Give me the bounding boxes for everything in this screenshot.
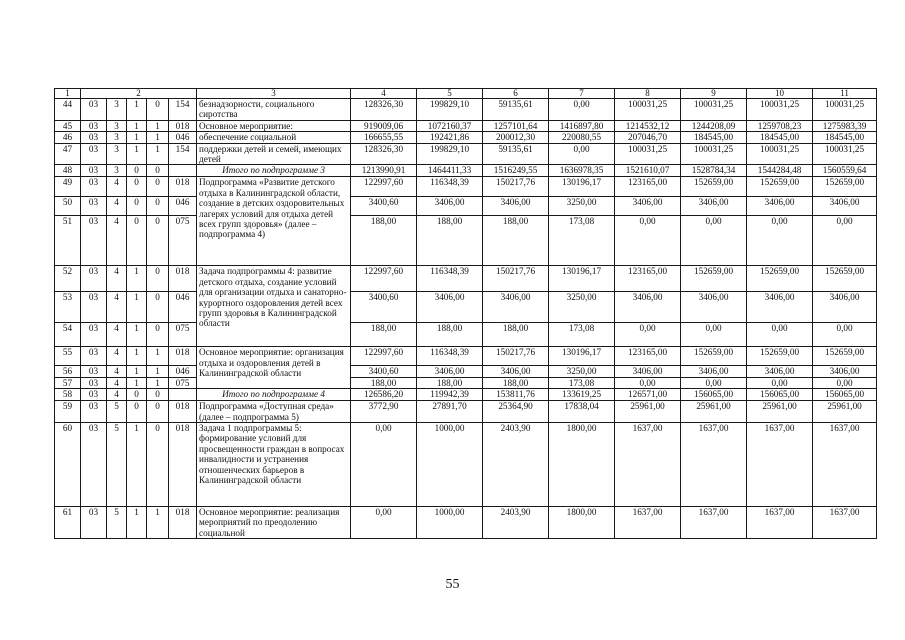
code-cell: 0 <box>147 177 169 197</box>
value-cell: 3406,00 <box>681 197 747 216</box>
value-cell: 3250,00 <box>549 197 615 216</box>
value-cell: 0,00 <box>351 423 417 507</box>
header-cell: 8 <box>615 89 681 99</box>
value-cell: 0,00 <box>615 377 681 388</box>
value-cell: 0,00 <box>549 143 615 165</box>
value-cell: 100031,25 <box>813 99 877 121</box>
value-cell: 128326,30 <box>351 143 417 165</box>
value-cell: 192421,86 <box>417 132 483 143</box>
table-row <box>55 120 877 131</box>
code-cell: 03 <box>81 366 107 377</box>
value-cell: 3406,00 <box>813 366 877 377</box>
value-cell: 3406,00 <box>483 366 549 377</box>
description-cell: обеспечение социальной <box>197 132 351 143</box>
code-cell: 0 <box>127 401 147 423</box>
code-cell: 018 <box>169 423 197 507</box>
table-row <box>55 423 877 507</box>
description-cell: Подпрограмма «Доступная среда» (далее – подпрограмма 5) <box>197 401 351 423</box>
code-cell: 154 <box>169 143 197 165</box>
code-cell: 03 <box>81 99 107 121</box>
code-cell: 4 <box>107 366 127 377</box>
description-cell: Задача подпрограммы 4: развитие детского отдыха, создание условий для организации отдыха и санаторно-курортного оздоровления детей всех групп здоровья в Калининградской области <box>197 266 351 347</box>
value-cell: 150217,76 <box>483 347 549 366</box>
value-cell: 100031,25 <box>615 143 681 165</box>
description-cell: Задача 1 подпрограммы 5: формирование условий для просвещенности граждан в вопросах инвалидности и устранения отношенческих барьеров в Калининградской области <box>197 423 351 507</box>
code-cell: 1 <box>127 120 147 131</box>
value-cell: 3406,00 <box>813 197 877 216</box>
code-cell: 0 <box>147 292 169 323</box>
code-cell: 5 <box>107 507 127 539</box>
code-cell: 3 <box>107 143 127 165</box>
value-cell: 173,08 <box>549 377 615 388</box>
table-row <box>55 165 877 177</box>
description-cell: безнадзорности, социального сиротства <box>197 99 351 121</box>
header-cell: 7 <box>549 89 615 99</box>
value-cell: 0,00 <box>681 216 747 266</box>
value-cell: 3406,00 <box>417 366 483 377</box>
value-cell: 3406,00 <box>615 366 681 377</box>
header-cell: 11 <box>813 89 877 99</box>
value-cell: 0,00 <box>813 377 877 388</box>
code-cell: 5 <box>107 401 127 423</box>
code-cell: 4 <box>107 177 127 197</box>
code-cell: 0 <box>147 323 169 347</box>
value-cell: 27891,70 <box>417 401 483 423</box>
header-cell: 9 <box>681 89 747 99</box>
value-cell: 25961,00 <box>615 401 681 423</box>
code-cell: 1 <box>147 120 169 131</box>
value-cell: 123165,00 <box>615 347 681 366</box>
header-cell: 2 <box>81 89 197 99</box>
code-cell: 0 <box>147 197 169 216</box>
value-cell: 130196,17 <box>549 266 615 292</box>
code-cell: 03 <box>81 132 107 143</box>
table-row <box>55 507 877 539</box>
value-cell: 3406,00 <box>417 292 483 323</box>
value-cell: 130196,17 <box>549 177 615 197</box>
value-cell: 3250,00 <box>549 366 615 377</box>
table-row <box>55 132 877 143</box>
code-cell: 1 <box>127 132 147 143</box>
budget-table <box>54 88 877 539</box>
value-cell: 184545,00 <box>813 132 877 143</box>
value-cell: 152659,00 <box>813 177 877 197</box>
code-cell: 018 <box>169 347 197 366</box>
value-cell: 0,00 <box>681 377 747 388</box>
row-number: 49 <box>55 177 81 197</box>
code-cell: 03 <box>81 165 107 177</box>
page-number: 55 <box>445 577 460 592</box>
table-row <box>55 143 877 165</box>
value-cell: 1560559,64 <box>813 165 877 177</box>
value-cell: 3406,00 <box>417 197 483 216</box>
value-cell: 3406,00 <box>747 292 813 323</box>
value-cell: 152659,00 <box>681 266 747 292</box>
value-cell: 1213990,91 <box>351 165 417 177</box>
table-row <box>55 266 877 292</box>
value-cell: 3406,00 <box>483 197 549 216</box>
value-cell: 200012,30 <box>483 132 549 143</box>
value-cell: 3406,00 <box>681 292 747 323</box>
code-cell: 1 <box>127 347 147 366</box>
table-row <box>55 366 877 377</box>
header-cell: 3 <box>197 89 351 99</box>
table-row <box>55 216 877 266</box>
row-number: 60 <box>55 423 81 507</box>
code-cell: 1 <box>127 366 147 377</box>
header-cell: 1 <box>55 89 81 99</box>
code-cell: 5 <box>107 423 127 507</box>
value-cell: 116348,39 <box>417 347 483 366</box>
value-cell: 0,00 <box>813 323 877 347</box>
value-cell: 100031,25 <box>615 99 681 121</box>
header-row <box>55 89 877 99</box>
code-cell: 03 <box>81 401 107 423</box>
value-cell: 3772,90 <box>351 401 417 423</box>
value-cell: 188,00 <box>351 323 417 347</box>
value-cell: 173,08 <box>549 323 615 347</box>
value-cell: 152659,00 <box>747 177 813 197</box>
code-cell: 03 <box>81 266 107 292</box>
code-cell: 03 <box>81 507 107 539</box>
code-cell: 03 <box>81 377 107 388</box>
value-cell: 188,00 <box>351 377 417 388</box>
code-cell: 154 <box>169 99 197 121</box>
value-cell: 116348,39 <box>417 177 483 197</box>
description-cell: Подпрограмма «Развитие детского отдыха в Калининградской области, создание в детских оздоровительных лагерях условий для отдыха детей всех групп здоровья» (далее – подпрограмма 4) <box>197 177 351 266</box>
row-number: 45 <box>55 120 81 131</box>
value-cell: 1637,00 <box>681 507 747 539</box>
value-cell: 3406,00 <box>681 366 747 377</box>
code-cell: 0 <box>127 389 147 401</box>
code-cell: 1 <box>127 423 147 507</box>
value-cell: 1521610,07 <box>615 165 681 177</box>
description-cell: Основное мероприятие: реализация мероприятий по преодолению социальной <box>197 507 351 539</box>
value-cell: 126571,00 <box>615 389 681 401</box>
table-row <box>55 347 877 366</box>
code-cell: 075 <box>169 216 197 266</box>
value-cell: 1244208,09 <box>681 120 747 131</box>
value-cell: 156065,00 <box>813 389 877 401</box>
value-cell: 188,00 <box>351 216 417 266</box>
row-number: 61 <box>55 507 81 539</box>
code-cell: 046 <box>169 292 197 323</box>
code-cell: 03 <box>81 347 107 366</box>
value-cell: 1544284,48 <box>747 165 813 177</box>
table-row <box>55 197 877 216</box>
value-cell: 3406,00 <box>747 366 813 377</box>
value-cell: 0,00 <box>747 323 813 347</box>
code-cell: 4 <box>107 377 127 388</box>
value-cell: 100031,25 <box>813 143 877 165</box>
code-cell: 3 <box>107 99 127 121</box>
value-cell: 1000,00 <box>417 507 483 539</box>
code-cell: 4 <box>107 216 127 266</box>
code-cell: 018 <box>169 507 197 539</box>
row-number: 56 <box>55 366 81 377</box>
code-cell: 03 <box>81 197 107 216</box>
value-cell: 1637,00 <box>747 423 813 507</box>
value-cell: 1257101,64 <box>483 120 549 131</box>
value-cell: 116348,39 <box>417 266 483 292</box>
code-cell: 018 <box>169 401 197 423</box>
code-cell: 1 <box>127 143 147 165</box>
code-cell: 03 <box>81 120 107 131</box>
code-cell: 0 <box>147 99 169 121</box>
code-cell: 03 <box>81 423 107 507</box>
value-cell: 152659,00 <box>681 347 747 366</box>
code-cell: 3 <box>107 165 127 177</box>
code-cell: 1 <box>127 292 147 323</box>
value-cell: 3400,60 <box>351 197 417 216</box>
value-cell: 152659,00 <box>747 266 813 292</box>
row-number: 51 <box>55 216 81 266</box>
value-cell: 130196,17 <box>549 347 615 366</box>
value-cell: 25364,90 <box>483 401 549 423</box>
value-cell: 1528784,34 <box>681 165 747 177</box>
value-cell: 3406,00 <box>615 292 681 323</box>
value-cell: 1275983,39 <box>813 120 877 131</box>
row-number: 44 <box>55 99 81 121</box>
code-cell: 0 <box>147 216 169 266</box>
value-cell: 152659,00 <box>747 347 813 366</box>
code-cell: 046 <box>169 366 197 377</box>
value-cell: 25961,00 <box>747 401 813 423</box>
header-cell: 6 <box>483 89 549 99</box>
value-cell: 199829,10 <box>417 99 483 121</box>
code-cell: 03 <box>81 216 107 266</box>
row-number: 57 <box>55 377 81 388</box>
value-cell: 25961,00 <box>681 401 747 423</box>
value-cell: 220080,55 <box>549 132 615 143</box>
value-cell: 173,08 <box>549 216 615 266</box>
row-number: 55 <box>55 347 81 366</box>
code-cell: 018 <box>169 120 197 131</box>
value-cell: 3406,00 <box>747 197 813 216</box>
value-cell: 1800,00 <box>549 423 615 507</box>
code-cell: 4 <box>107 347 127 366</box>
value-cell: 3400,60 <box>351 292 417 323</box>
code-cell: 4 <box>107 323 127 347</box>
value-cell: 17838,04 <box>549 401 615 423</box>
table-row <box>55 401 877 423</box>
table-row <box>55 292 877 323</box>
value-cell: 0,00 <box>747 377 813 388</box>
code-cell: 075 <box>169 377 197 388</box>
value-cell: 0,00 <box>681 323 747 347</box>
code-cell: 046 <box>169 197 197 216</box>
code-cell: 3 <box>107 120 127 131</box>
value-cell: 150217,76 <box>483 266 549 292</box>
value-cell: 153811,76 <box>483 389 549 401</box>
code-cell: 0 <box>147 165 169 177</box>
value-cell: 1800,00 <box>549 507 615 539</box>
row-number: 58 <box>55 389 81 401</box>
description-cell: Итого по подпрограмме 3 <box>197 165 351 177</box>
value-cell: 152659,00 <box>813 266 877 292</box>
value-cell: 3400,60 <box>351 366 417 377</box>
value-cell: 122997,60 <box>351 266 417 292</box>
table-row <box>55 177 877 197</box>
value-cell: 1072160,37 <box>417 120 483 131</box>
code-cell: 0 <box>127 165 147 177</box>
code-cell: 0 <box>147 423 169 507</box>
description-cell: Основное мероприятие: организация отдыха и оздоровления детей в Калининградской области <box>197 347 351 389</box>
code-cell: 075 <box>169 323 197 347</box>
value-cell: 199829,10 <box>417 143 483 165</box>
value-cell: 1259708,23 <box>747 120 813 131</box>
value-cell: 207046,70 <box>615 132 681 143</box>
value-cell: 1637,00 <box>681 423 747 507</box>
header-cell: 4 <box>351 89 417 99</box>
row-number: 54 <box>55 323 81 347</box>
value-cell: 0,00 <box>549 99 615 121</box>
value-cell: 156065,00 <box>681 389 747 401</box>
value-cell: 1637,00 <box>615 423 681 507</box>
value-cell: 100031,25 <box>747 143 813 165</box>
value-cell: 119942,39 <box>417 389 483 401</box>
code-cell: 0 <box>127 197 147 216</box>
value-cell: 3406,00 <box>615 197 681 216</box>
value-cell: 126586,20 <box>351 389 417 401</box>
value-cell: 188,00 <box>417 377 483 388</box>
value-cell: 184545,00 <box>747 132 813 143</box>
value-cell: 1464411,33 <box>417 165 483 177</box>
value-cell: 1636978,35 <box>549 165 615 177</box>
code-cell: 018 <box>169 266 197 292</box>
code-cell: 1 <box>147 377 169 388</box>
code-cell: 0 <box>127 177 147 197</box>
code-cell: 4 <box>107 389 127 401</box>
code-cell: 3 <box>107 132 127 143</box>
code-cell: 03 <box>81 177 107 197</box>
value-cell: 3406,00 <box>483 292 549 323</box>
value-cell: 2403,90 <box>483 507 549 539</box>
description-cell: Основное мероприятие: <box>197 120 351 131</box>
header-cell: 10 <box>747 89 813 99</box>
description-cell: поддержки детей и семей, имеющих детей <box>197 143 351 165</box>
code-cell: 0 <box>147 401 169 423</box>
code-cell: 018 <box>169 177 197 197</box>
code-cell: 03 <box>81 389 107 401</box>
row-number: 46 <box>55 132 81 143</box>
code-cell: 1 <box>127 377 147 388</box>
value-cell: 188,00 <box>483 216 549 266</box>
value-cell: 188,00 <box>483 377 549 388</box>
value-cell: 0,00 <box>813 216 877 266</box>
value-cell: 123165,00 <box>615 266 681 292</box>
table-row <box>55 99 877 121</box>
value-cell: 123165,00 <box>615 177 681 197</box>
code-cell: 046 <box>169 132 197 143</box>
value-cell: 188,00 <box>417 216 483 266</box>
value-cell: 122997,60 <box>351 347 417 366</box>
code-cell: 1 <box>127 99 147 121</box>
value-cell: 188,00 <box>483 323 549 347</box>
value-cell: 0,00 <box>747 216 813 266</box>
value-cell: 59135,61 <box>483 99 549 121</box>
value-cell: 133619,25 <box>549 389 615 401</box>
value-cell: 0,00 <box>615 216 681 266</box>
code-cell: 4 <box>107 292 127 323</box>
code-cell: 0 <box>127 216 147 266</box>
value-cell: 1214532,12 <box>615 120 681 131</box>
code-cell <box>169 389 197 401</box>
row-number: 59 <box>55 401 81 423</box>
value-cell: 3406,00 <box>813 292 877 323</box>
code-cell: 1 <box>147 366 169 377</box>
code-cell: 1 <box>127 507 147 539</box>
code-cell: 1 <box>147 507 169 539</box>
value-cell: 2403,90 <box>483 423 549 507</box>
code-cell: 03 <box>81 292 107 323</box>
value-cell: 1516249,55 <box>483 165 549 177</box>
code-cell: 0 <box>147 389 169 401</box>
value-cell: 156065,00 <box>747 389 813 401</box>
table-row <box>55 377 877 388</box>
value-cell: 100031,25 <box>747 99 813 121</box>
code-cell: 1 <box>127 266 147 292</box>
table-row <box>55 323 877 347</box>
value-cell: 150217,76 <box>483 177 549 197</box>
value-cell: 1637,00 <box>747 507 813 539</box>
row-number: 52 <box>55 266 81 292</box>
value-cell: 919009,06 <box>351 120 417 131</box>
value-cell: 0,00 <box>615 323 681 347</box>
table-row <box>55 389 877 401</box>
value-cell: 25961,00 <box>813 401 877 423</box>
row-number: 50 <box>55 197 81 216</box>
header-cell: 5 <box>417 89 483 99</box>
value-cell: 188,00 <box>417 323 483 347</box>
row-number: 47 <box>55 143 81 165</box>
row-number: 53 <box>55 292 81 323</box>
value-cell: 184545,00 <box>681 132 747 143</box>
code-cell: 1 <box>147 132 169 143</box>
code-cell: 1 <box>147 347 169 366</box>
code-cell: 4 <box>107 266 127 292</box>
code-cell: 03 <box>81 143 107 165</box>
value-cell: 100031,25 <box>681 99 747 121</box>
row-number: 48 <box>55 165 81 177</box>
value-cell: 152659,00 <box>813 347 877 366</box>
code-cell: 1 <box>147 143 169 165</box>
value-cell: 0,00 <box>351 507 417 539</box>
code-cell <box>169 165 197 177</box>
value-cell: 166655,55 <box>351 132 417 143</box>
value-cell: 3250,00 <box>549 292 615 323</box>
value-cell: 1637,00 <box>615 507 681 539</box>
code-cell: 4 <box>107 197 127 216</box>
code-cell: 1 <box>127 323 147 347</box>
value-cell: 1000,00 <box>417 423 483 507</box>
value-cell: 122997,60 <box>351 177 417 197</box>
value-cell: 1637,00 <box>813 423 877 507</box>
code-cell: 03 <box>81 323 107 347</box>
value-cell: 100031,25 <box>681 143 747 165</box>
value-cell: 152659,00 <box>681 177 747 197</box>
code-cell: 0 <box>147 266 169 292</box>
value-cell: 59135,61 <box>483 143 549 165</box>
description-cell: Итого по подпрограмме 4 <box>197 389 351 401</box>
value-cell: 128326,30 <box>351 99 417 121</box>
value-cell: 1416897,80 <box>549 120 615 131</box>
value-cell: 1637,00 <box>813 507 877 539</box>
